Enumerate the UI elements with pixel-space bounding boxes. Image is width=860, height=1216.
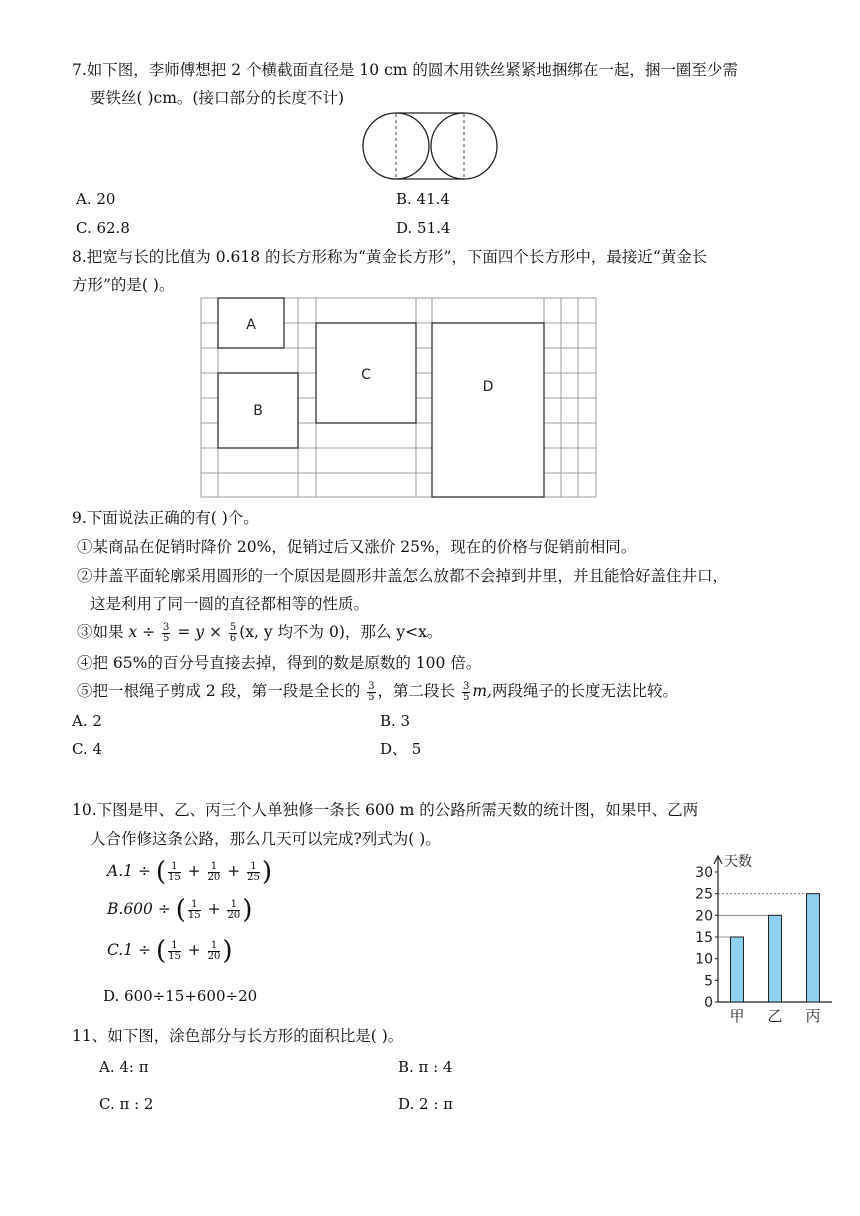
q11-option-a: A. 4: π [99, 1058, 149, 1076]
q9-statement-4: ④把 65%的百分号直接去掉，得到的数是原数的 100 倍。 [77, 654, 482, 672]
q8-label-d: D [482, 379, 494, 395]
q11-option-c: C. π : 2 [99, 1095, 154, 1113]
q9-statement-2-line2: 这是利用了同一圆的直径都相等的性质。 [90, 595, 370, 613]
q8-text-line2: 方形”的是( )。 [72, 276, 175, 294]
q8-label-a: A [246, 317, 256, 333]
chart-title: 天数 [724, 854, 752, 870]
q10-option-b: B.600 ÷ ( $\frac{1}{15}$ + $\frac{1}{20}$ ) [107, 895, 253, 925]
q7-option-d: D. 51.4 [396, 219, 451, 237]
y-tick-label: 30 [695, 865, 713, 881]
q10-option-c: C.1 ÷ ( $\frac{1}{15}$ + $\frac{1}{20}$ ) [107, 936, 233, 966]
y-tick-label: 10 [695, 951, 713, 968]
x-tick-label: 乙 [767, 1007, 783, 1025]
q11-option-b: B. π : 4 [398, 1058, 453, 1076]
q7-option-c: C. 62.8 [76, 219, 130, 237]
q8-label-b: B [253, 403, 263, 419]
q9-statement-3: ③如果 x ÷ $\frac{3}{5}$ = y × $\frac{5}{6}$ (x, y 均不为 0)，那么 y<x。 [77, 621, 443, 644]
y-tick-label: 0 [704, 995, 713, 1011]
q9-statement-2-line1: ②井盖平面轮廓采用圆形的一个原因是圆形井盖怎么放都不会掉到井里，并且能恰好盖住井口， [77, 567, 729, 585]
q9-statement-5: ⑤把一根绳子剪成 2 段，第一段是全长的 $\frac{3}{5}$ ，第二段长 $\frac{3}{5}$ m,两段绳子的长度无法比较。 [77, 680, 678, 703]
q9-option-a: A. 2 [72, 712, 102, 730]
q10-text-line2: 人合作修这条公路，那么几天可以完成?列式为( )。 [90, 830, 441, 848]
q9-option-b: B. 3 [380, 712, 411, 730]
q10-text-line1: 10.下图是甲、乙、丙三个人单独修一条长 600 m 的公路所需天数的统计图，如果甲、乙两 [72, 801, 699, 819]
bar-丙 [807, 894, 820, 1002]
q7-two-circles-figure [360, 110, 504, 182]
bar-甲 [731, 937, 744, 1002]
q8-grid-rectangles-figure [200, 297, 598, 499]
x-tick-label: 甲 [729, 1007, 745, 1025]
q7-option-b: B. 41.4 [396, 190, 450, 208]
q10-option-d: D. 600÷15+600÷20 [103, 987, 258, 1005]
q7-text-line2: 要铁丝( )cm。(接口部分的长度不计) [90, 89, 344, 107]
q11-title: 11、如下图，涂色部分与长方形的面积比是( )。 [72, 1027, 404, 1045]
q9-statement-1: ①某商品在促销时降价 20%，促销过后又涨价 25%，现在的价格与促销前相同。 [77, 538, 637, 556]
y-tick-label: 15 [695, 930, 713, 946]
y-tick-label: 20 [695, 908, 713, 925]
q10-days-bar-chart [690, 852, 840, 1028]
q7-text-line1: 7.如下图，李师傅想把 2 个横截面直径是 10 cm 的圆木用铁丝紧紧地捆绑在一起，捆一圈至少需 [72, 61, 738, 79]
q8-text-line1: 8.把宽与长的比值为 0.618 的长方形称为“黄金长方形”，下面四个长方形中，最接近“黄金长 [72, 248, 708, 266]
y-tick-label: 25 [695, 886, 713, 903]
q11-option-d: D. 2 : π [398, 1095, 454, 1113]
q8-label-c: C [361, 367, 371, 383]
bar-乙 [769, 915, 782, 1002]
q9-title: 9.下面说法正确的有( )个。 [72, 509, 259, 527]
q9-option-d: D、 5 [380, 740, 422, 758]
x-tick-label: 丙 [805, 1007, 821, 1025]
q10-option-a: A.1 ÷ ( $\frac{1}{15}$ + $\frac{1}{20}$ + $\frac{1}{25}$ ) [107, 857, 273, 887]
q7-option-a: A. 20 [76, 190, 116, 208]
q9-option-c: C. 4 [72, 740, 103, 758]
y-tick-label: 5 [704, 973, 713, 990]
